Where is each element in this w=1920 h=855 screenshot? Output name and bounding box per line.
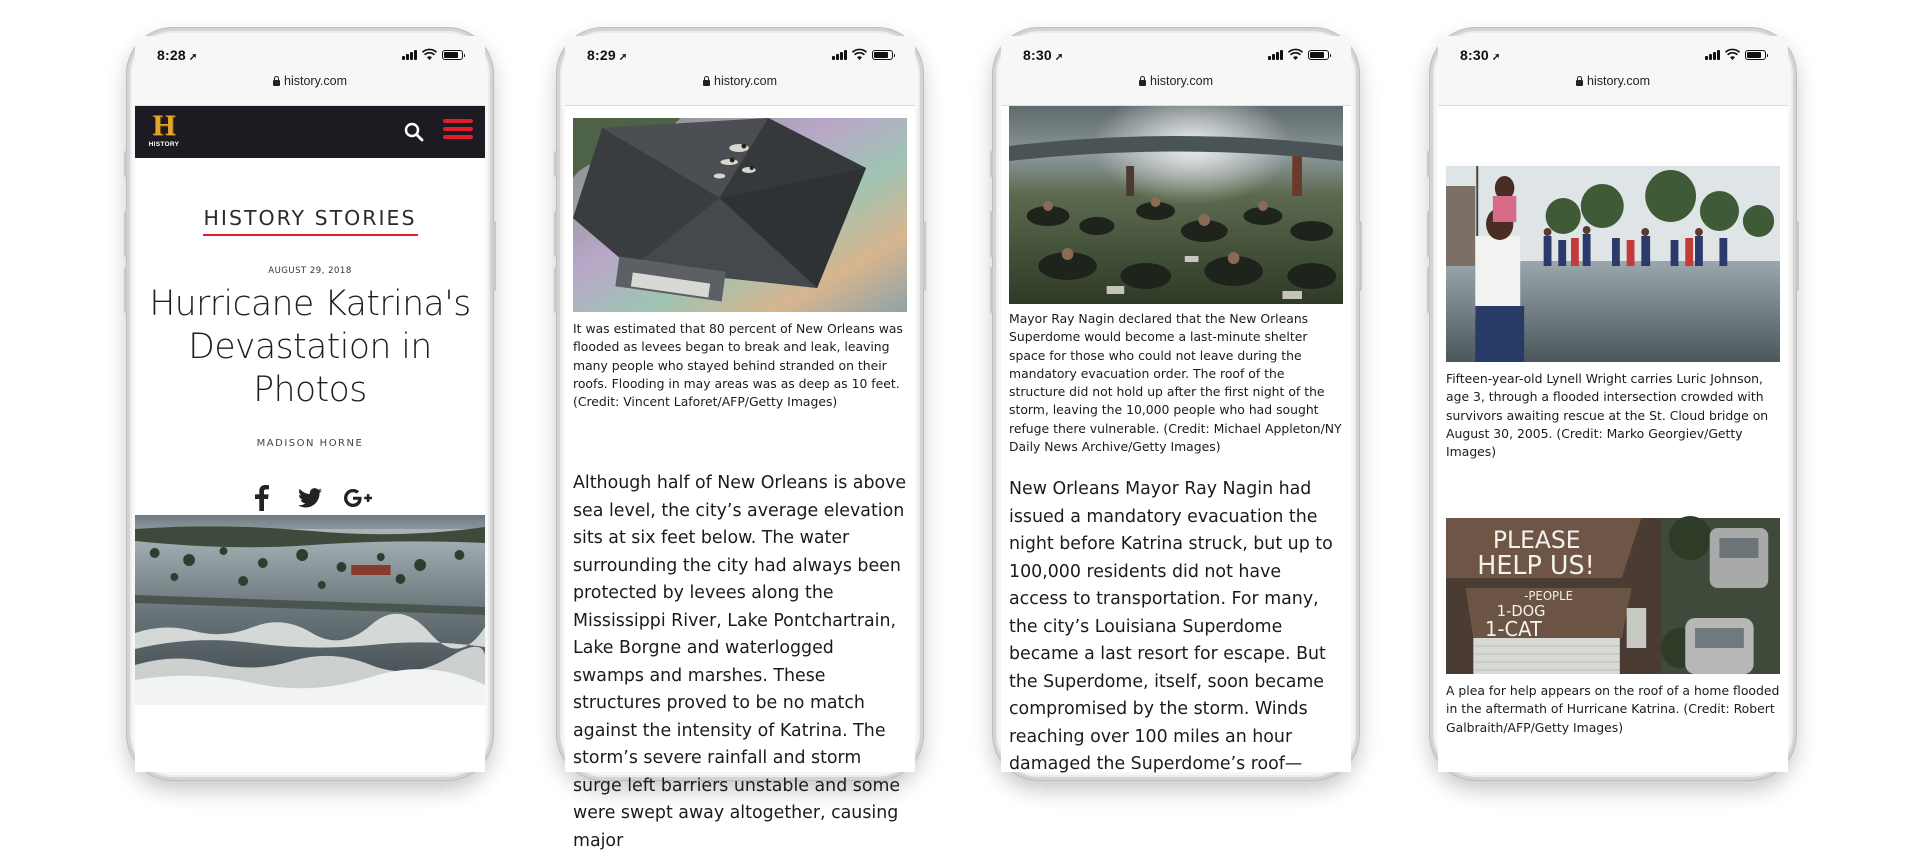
screen: [135, 36, 485, 772]
cell-signal-icon: [832, 50, 847, 60]
location-arrow-icon: ➚: [188, 52, 198, 63]
address-bar[interactable]: [565, 74, 915, 88]
status-icons: [832, 49, 893, 60]
wifi-icon: [1288, 49, 1303, 60]
url-text: history.com: [284, 74, 347, 88]
page-content: [1438, 106, 1788, 772]
url-text: history.com: [714, 74, 777, 88]
status-icons: [1268, 49, 1329, 60]
article-headline: Hurricane Katrina's Devastation in Photos: [149, 284, 471, 410]
status-bar: [1001, 36, 1351, 106]
twitter-icon[interactable]: [297, 485, 323, 511]
status-bar: [135, 36, 485, 106]
address-bar[interactable]: [1438, 74, 1788, 88]
roof-sign-line-5: 1-CAT: [1485, 617, 1542, 642]
lock-icon: [1139, 80, 1146, 86]
mute-switch: [124, 151, 127, 177]
volume-up-button: [554, 211, 557, 257]
address-bar[interactable]: [1001, 74, 1351, 88]
mute-switch: [990, 151, 993, 177]
time-text: 8:30: [1023, 47, 1052, 63]
roof-sign-line-2: HELP US!: [1477, 550, 1595, 582]
battery-icon: [442, 50, 463, 60]
hamburger-menu-icon[interactable]: [443, 119, 473, 143]
screen: [565, 36, 915, 851]
photo-rooftop-flood: [573, 118, 907, 312]
share-buttons: [135, 485, 485, 511]
photo-superdome-shelter: [1009, 106, 1343, 304]
search-icon[interactable]: [403, 121, 425, 143]
wifi-icon: [852, 49, 867, 60]
phone-2: [557, 28, 923, 851]
address-bar[interactable]: [135, 74, 485, 88]
cell-signal-icon: [1268, 50, 1283, 60]
history-logo[interactable]: [145, 111, 183, 153]
volume-down-button: [1427, 267, 1430, 313]
battery-icon: [1745, 50, 1766, 60]
location-arrow-icon: ➚: [1054, 52, 1064, 63]
status-time: [157, 47, 197, 63]
url-text: history.com: [1587, 74, 1650, 88]
cell-signal-icon: [402, 50, 417, 60]
power-button: [923, 221, 926, 291]
battery-icon: [872, 50, 893, 60]
screen: [1438, 36, 1788, 772]
status-bar: [1438, 36, 1788, 106]
phone-1: [127, 28, 493, 780]
volume-up-button: [1427, 211, 1430, 257]
section-kicker[interactable]: HISTORY STORIES: [203, 206, 418, 236]
location-arrow-icon: ➚: [618, 52, 628, 63]
time-text: 8:30: [1460, 47, 1489, 63]
wifi-icon: [1725, 49, 1740, 60]
phone-4: [1430, 28, 1796, 780]
time-text: 8:29: [587, 47, 616, 63]
lock-icon: [1576, 80, 1583, 86]
screen: [1001, 36, 1351, 772]
hero-photo-flooded-city: [135, 515, 485, 705]
volume-down-button: [990, 267, 993, 313]
status-icons: [402, 49, 463, 60]
phone-3: [993, 28, 1359, 780]
site-header: [135, 106, 485, 158]
volume-down-button: [124, 267, 127, 313]
lock-icon: [703, 80, 710, 86]
volume-up-button: [990, 211, 993, 257]
roof-sign-line-1: PLEASE: [1492, 525, 1581, 555]
photo-rooftop-help-sign: [1446, 518, 1780, 674]
page-content: [565, 106, 915, 851]
status-icons: [1705, 49, 1766, 60]
roof-sign-line-3: -PEOPLE: [1524, 588, 1574, 604]
status-time: [1460, 47, 1500, 63]
facebook-icon[interactable]: [249, 485, 275, 511]
mute-switch: [1427, 151, 1430, 177]
status-bar: [565, 36, 915, 106]
article-paragraph: Although half of New Orleans is above sea level, the city’s average elevation sits at six feet below. The water surrounding the city had always been protected by levees along the Mississippi River, Lake Pontchartrain, Lake Borgne and waterlogged swamps and marshes. These structures proved to be no match against the intensity of Katrina. The storm’s severe rainfall and storm surge left barriers unstable and some were swept away altogether, causing major: [573, 473, 907, 851]
photo-caption: It was estimated that 80 percent of New Orleans was flooded as levees began to break and leak, leaving many people who stayed behind stranded on their roofs. Flooding in may areas was as deep as 10 feet. (Credit: Vincent Laforet/AFP/Getty Images): [573, 321, 903, 410]
status-time: [1023, 47, 1063, 63]
volume-down-button: [554, 267, 557, 313]
page-content: [135, 106, 485, 772]
google-plus-icon[interactable]: [345, 485, 371, 511]
photo-flooded-intersection: [1446, 166, 1780, 362]
photo-caption: Fifteen-year-old Lynell Wright carries Luric Johnson, age 3, through a flooded intersection crowded with survivors awaiting rescue at the St. Cloud bridge on August 30, 2005. (Credit: Marko Georgiev/Getty Images): [1446, 371, 1769, 460]
power-button: [1359, 221, 1362, 291]
article-paragraph: New Orleans Mayor Ray Nagin had issued a mandatory evacuation the night before Katrina struck, but up to 100,000 residents did not have access to transportation. For many, the city’s Louisiana Superdome became a last resort for escape. But the Superdome, itself, soon became compromised by the storm. Winds reaching over 100 miles an hour damaged the Superdome’s roof—: [1009, 479, 1333, 774]
status-time: [587, 47, 627, 63]
photo-caption: A plea for help appears on the roof of a home flooded in the aftermath of Hurricane Katrina. (Credit: Robert Galbraith/AFP/Getty Images): [1446, 683, 1780, 735]
publish-date: AUGUST 29, 2018: [268, 266, 352, 276]
wifi-icon: [422, 49, 437, 60]
lock-icon: [273, 80, 280, 86]
logo-letter: H: [152, 109, 176, 142]
mute-switch: [554, 151, 557, 177]
battery-icon: [1308, 50, 1329, 60]
power-button: [1796, 221, 1799, 291]
page-content: [1001, 106, 1351, 772]
roof-sign-line-4: 1-DOG: [1496, 602, 1546, 621]
author-byline[interactable]: MADISON HORNE: [256, 438, 364, 449]
photo-caption: Mayor Ray Nagin declared that the New Orleans Superdome would become a last-minute shelter space for those who could not leave during the mandatory evacuation order. The roof of the structure did not hold up after the first night of the storm, leaving the 10,000 people who had sought refuge there vulnerable. (Credit: Michael Appleton/NY Daily News Archive/Getty Images): [1009, 311, 1342, 455]
volume-up-button: [124, 211, 127, 257]
logo-wordmark: HISTORY: [148, 141, 180, 148]
power-button: [493, 221, 496, 291]
cell-signal-icon: [1705, 50, 1720, 60]
location-arrow-icon: ➚: [1491, 52, 1501, 63]
url-text: history.com: [1150, 74, 1213, 88]
time-text: 8:28: [157, 47, 186, 63]
